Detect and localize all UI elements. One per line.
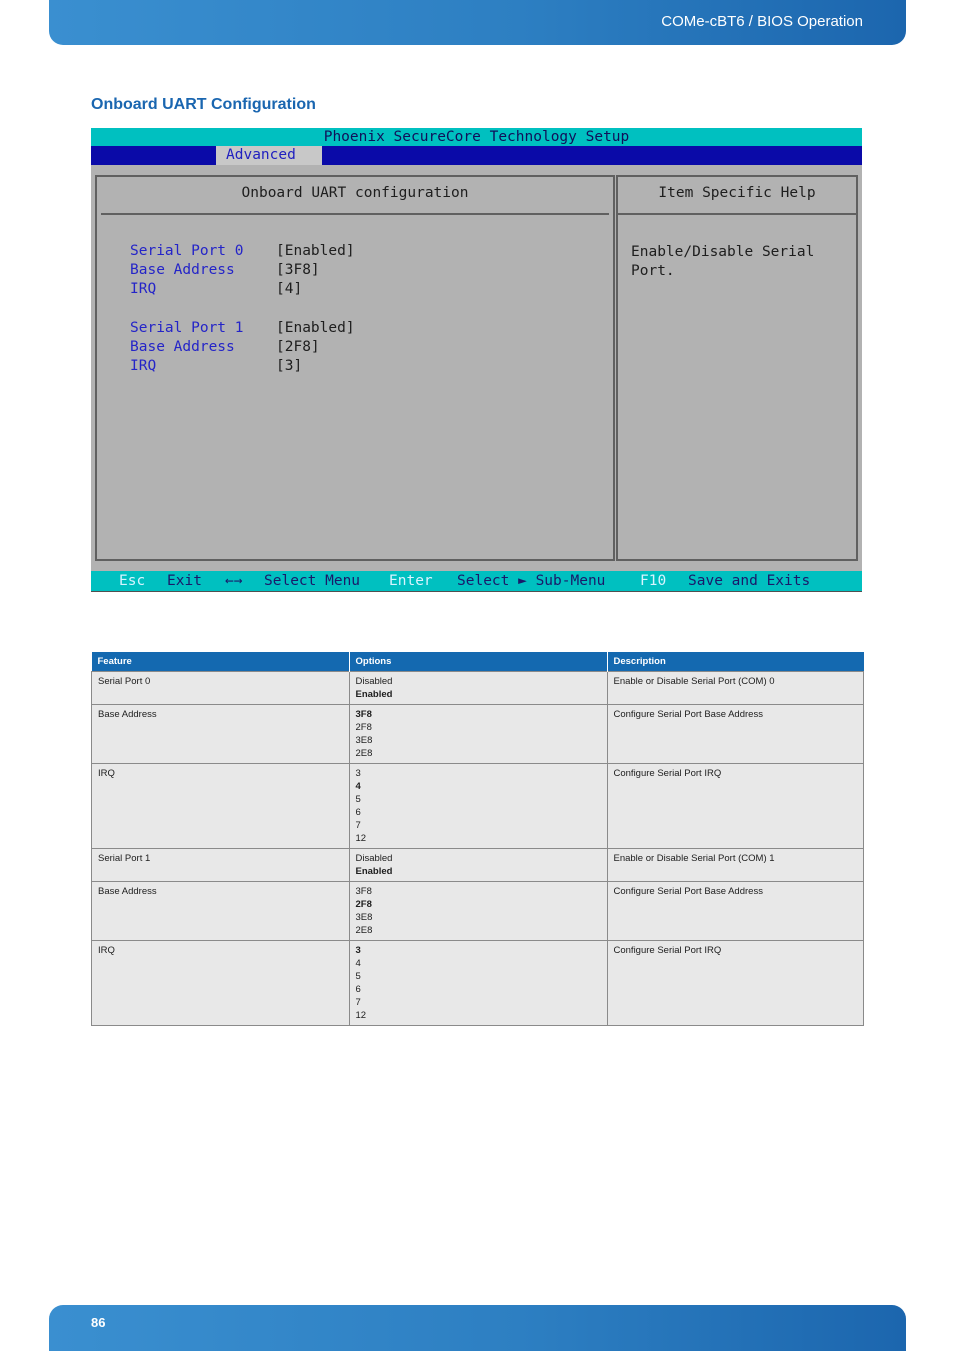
options-cell <box>349 941 607 1026</box>
page-number: 86 <box>91 1315 106 1330</box>
bios-menu-bar <box>91 146 862 165</box>
option-value: 3 <box>355 768 361 779</box>
key-f10: F10 <box>640 573 667 589</box>
option-value: 2F8 <box>355 899 372 910</box>
key-enter: Enter <box>389 573 433 589</box>
option-value: 4 <box>355 781 361 792</box>
description-cell: Configure Serial Port IRQ <box>607 941 864 1026</box>
page-header-bar <box>49 0 906 45</box>
bios-item-irq-0[interactable] <box>130 280 302 299</box>
arrows-icon: ←→ <box>225 573 243 589</box>
bios-item-label: Serial Port 0 <box>130 243 244 259</box>
left-pane-divider <box>101 213 609 215</box>
feature-cell: Base Address <box>92 882 350 941</box>
help-pane-divider <box>618 213 856 215</box>
bios-key-legend <box>91 571 862 592</box>
bios-item-irq-1[interactable] <box>130 357 302 376</box>
bios-title-bar: Phoenix SecureCore Technology Setup <box>91 128 862 146</box>
option-value: Enabled <box>355 689 393 700</box>
bios-body <box>91 165 862 571</box>
feature-cell: Serial Port 1 <box>92 849 350 882</box>
header-feature: Feature <box>92 652 350 672</box>
option-value: 5 <box>355 794 361 805</box>
option-value: 2F8 <box>355 722 372 733</box>
option-value: 3F8 <box>355 886 372 897</box>
bios-item-label: Base Address <box>130 262 235 278</box>
bios-item-serial-port-1[interactable] <box>130 319 355 338</box>
options-cell <box>349 849 607 882</box>
bios-item-label: IRQ <box>130 358 157 374</box>
bios-item-value: [Enabled] <box>276 320 355 336</box>
page-footer-bar <box>49 1305 906 1351</box>
bios-screenshot <box>91 128 862 591</box>
options-cell <box>349 882 607 941</box>
key-esc-action: Exit <box>167 573 202 589</box>
option-value: 3F8 <box>355 709 372 720</box>
option-value: 2E8 <box>355 748 373 759</box>
option-value: Disabled <box>355 676 393 687</box>
bios-item-value: [3] <box>276 358 303 374</box>
bios-item-value: [Enabled] <box>276 243 355 259</box>
help-pane-title: Item Specific Help <box>658 185 816 201</box>
options-cell <box>349 705 607 764</box>
bios-item-label: IRQ <box>130 281 157 297</box>
description-cell: Configure Serial Port IRQ <box>607 764 864 849</box>
section-title: Onboard UART Configuration <box>91 96 316 113</box>
option-value: 3 <box>355 945 361 956</box>
feature-cell: Serial Port 0 <box>92 672 350 705</box>
key-enter-action: Select ► Sub-Menu <box>457 573 606 589</box>
bios-item-base-address-1[interactable] <box>130 338 320 357</box>
description-cell: Configure Serial Port Base Address <box>607 882 864 941</box>
bios-item-value: [3F8] <box>276 262 320 278</box>
option-value: 12 <box>355 1010 367 1021</box>
options-cell <box>349 672 607 705</box>
key-esc: Esc <box>119 573 146 589</box>
feature-cell: Base Address <box>92 705 350 764</box>
description-cell: Enable or Disable Serial Port (COM) 0 <box>607 672 864 705</box>
bios-item-label: Base Address <box>130 339 235 355</box>
help-text: Enable/Disable Serial Port. <box>631 244 815 279</box>
table-row <box>92 849 864 882</box>
bios-item-base-address-0[interactable] <box>130 261 320 280</box>
feature-cell: IRQ <box>92 941 350 1026</box>
option-value: 2E8 <box>355 925 373 936</box>
option-value: Disabled <box>355 853 393 864</box>
header-description: Description <box>607 652 864 672</box>
table-row <box>92 705 864 764</box>
option-value: 7 <box>355 820 361 831</box>
header-options: Options <box>349 652 607 672</box>
table-row <box>92 672 864 705</box>
tab-advanced[interactable]: Advanced <box>216 146 322 165</box>
description-cell: Configure Serial Port Base Address <box>607 705 864 764</box>
option-value: 12 <box>355 833 367 844</box>
key-f10-action: Save and Exits <box>688 573 811 589</box>
table-row <box>92 941 864 1026</box>
option-value: 7 <box>355 997 361 1008</box>
bios-left-pane <box>95 175 615 561</box>
option-value: 6 <box>355 807 361 818</box>
bios-item-value: [2F8] <box>276 339 320 355</box>
table-row <box>92 764 864 849</box>
table-row <box>92 882 864 941</box>
feature-table <box>91 652 864 1026</box>
header-title: COMe-cBT6 / BIOS Operation <box>661 13 863 30</box>
left-pane-title: Onboard UART configuration <box>241 185 469 201</box>
bios-item-serial-port-0[interactable] <box>130 242 355 261</box>
description-cell: Enable or Disable Serial Port (COM) 1 <box>607 849 864 882</box>
bios-item-value: [4] <box>276 281 303 297</box>
options-cell <box>349 764 607 849</box>
feature-cell: IRQ <box>92 764 350 849</box>
option-value: 5 <box>355 971 361 982</box>
option-value: 6 <box>355 984 361 995</box>
bios-item-label: Serial Port 1 <box>130 320 244 336</box>
option-value: Enabled <box>355 866 393 877</box>
option-value: 4 <box>355 958 361 969</box>
key-arrows-action: Select Menu <box>264 573 361 589</box>
option-value: 3E8 <box>355 912 373 923</box>
table-header-row <box>92 652 864 672</box>
bios-help-pane <box>616 175 858 561</box>
option-value: 3E8 <box>355 735 373 746</box>
